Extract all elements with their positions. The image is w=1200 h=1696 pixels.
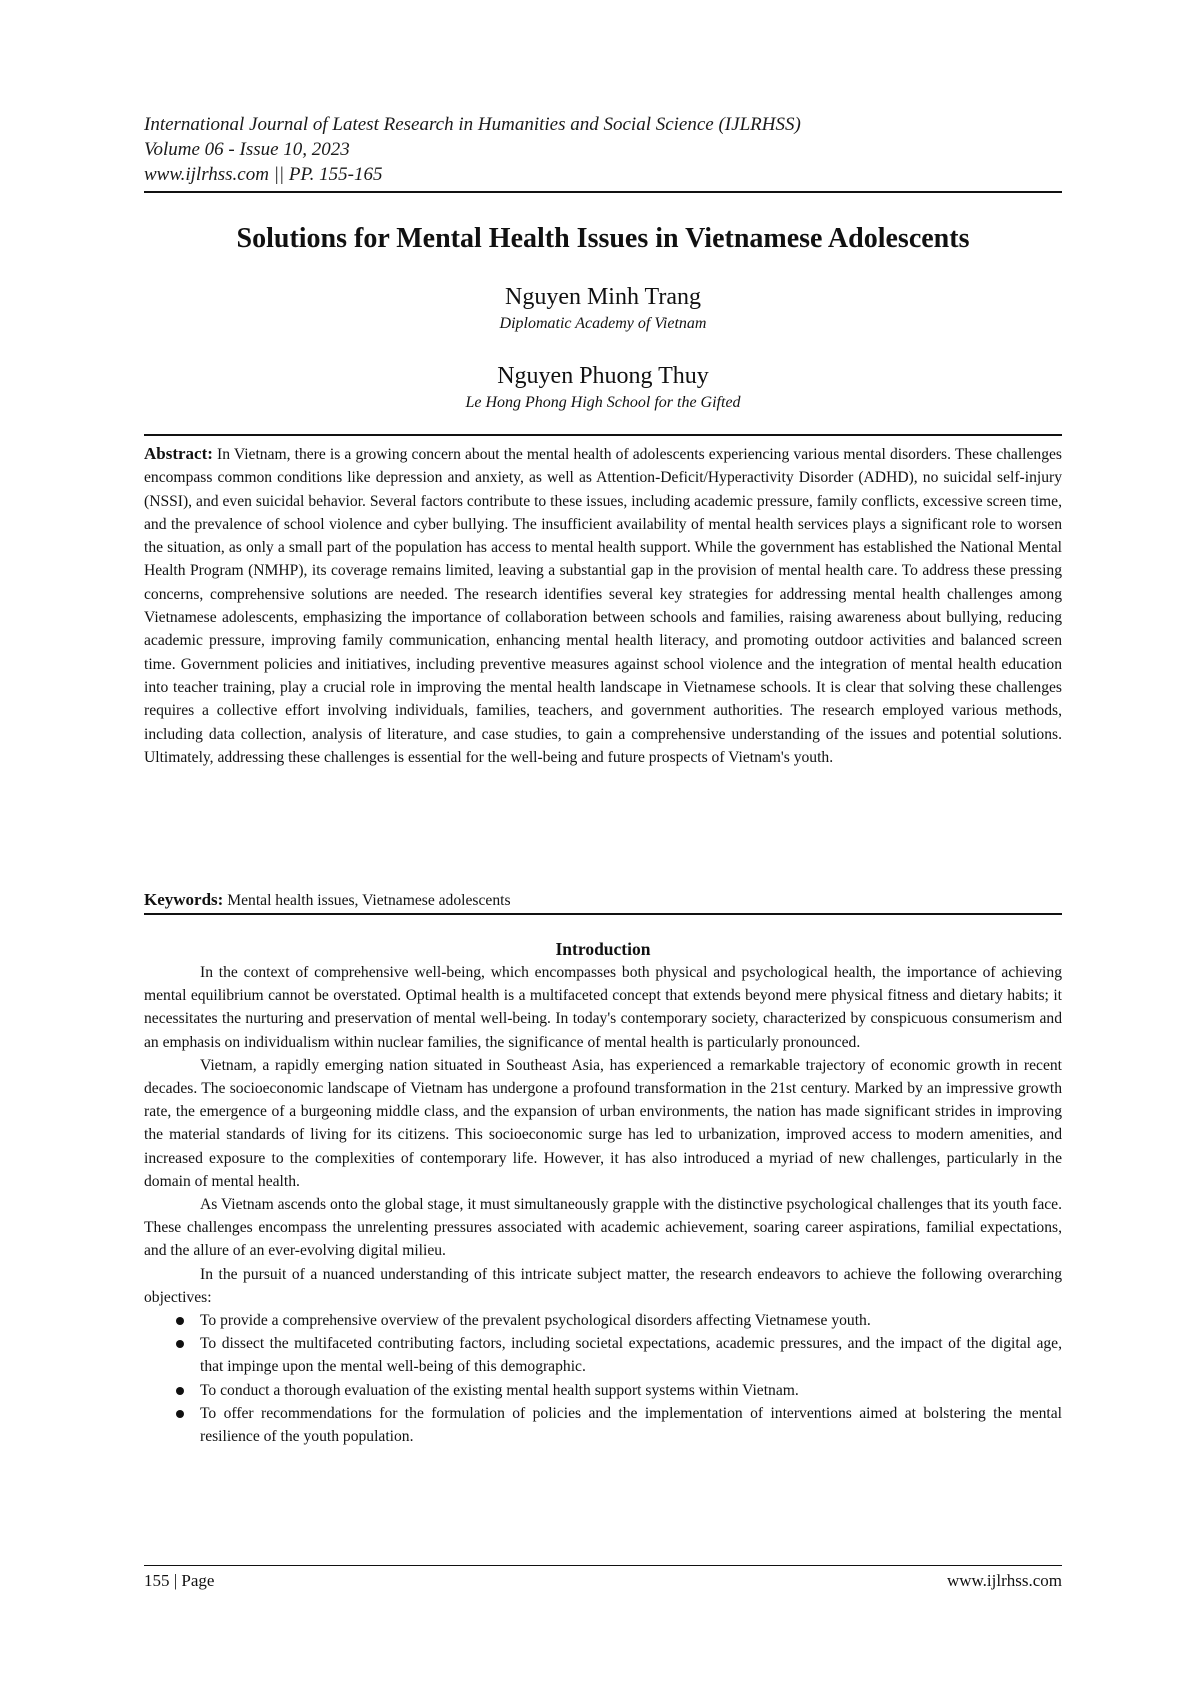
- paragraph: In the context of comprehensive well-being, which encompasses both physical and psychological health, the importance of achieving mental equilibrium cannot be overstated. Optimal health is a multifaceted concept that extends beyond mere physical fitness and dietary habits; it necessitates the nurturing and preservation of mental well-being. In today's contemporary society, characterized by conspicuous consumerism and an emphasis on individualism within nuclear families, the significance of mental health is particularly pronounced.: [144, 964, 1062, 1051]
- footer-rule: [144, 1565, 1062, 1566]
- abstract-bottom-rule: [144, 913, 1062, 915]
- list-item: [144, 1332, 1062, 1378]
- list-item-text: To dissect the multifaceted contributing factors, including societal expectations, academic pressures, and the impact of the digital age, that impinge upon the mental well-being of this demographic.: [200, 1335, 1062, 1376]
- author-name: Nguyen Minh Trang: [504, 284, 702, 310]
- paper-title: Solutions for Mental Health Issues in Vietnamese Adolescents: [236, 223, 970, 254]
- page-number: 155 | Page: [144, 1571, 215, 1590]
- objectives-list: [144, 1309, 1062, 1448]
- keywords-text: Mental health issues, Vietnamese adolescents: [227, 892, 511, 909]
- author-affiliation: Diplomatic Academy of Vietnam: [499, 315, 707, 332]
- introduction-body: [144, 961, 1062, 1448]
- abstract-label: Abstract:: [144, 444, 213, 463]
- paragraph: As Vietnam ascends onto the global stage, it must simultaneously grapple with the distinctive psychological challenges that its youth face. These challenges encompass the unrelenting pressures associated with academic achievement, soaring career aspirations, familial expectations, and the allure of an ever-evolving digital milieu.: [144, 1196, 1062, 1260]
- journal-volume: Volume 06 - Issue 10, 2023: [144, 139, 350, 160]
- list-item: [144, 1379, 1062, 1402]
- author-name: Nguyen Phuong Thuy: [497, 363, 709, 389]
- list-item-text: To conduct a thorough evaluation of the existing mental health support systems within Vietnam.: [200, 1381, 799, 1399]
- journal-header: [144, 112, 1062, 187]
- author-affiliation: Le Hong Phong High School for the Gifted: [465, 394, 741, 411]
- journal-name: International Journal of Latest Research in Humanities and Social Science (IJLRHSS): [144, 114, 801, 135]
- paragraph: In the pursuit of a nuanced understanding of this intricate subject matter, the research endeavors to achieve the following overarching objectives:: [144, 1265, 1062, 1306]
- footer-site: www.ijlrhss.com: [946, 1571, 1062, 1590]
- paragraph: Vietnam, a rapidly emerging nation situated in Southeast Asia, has experienced a remarkable trajectory of economic growth in recent decades. The socioeconomic landscape of Vietnam has undergone a profound transformation in the 21st century. Marked by an impressive growth rate, the emergence of a burgeoning middle class, and the expansion of urban environments, the nation has made significant strides in improving the material standards of living for its citizens. This socioeconomic surge has led to urbanization, improved access to modern amenities, and increased exposure to the complexities of contemporary life. However, it has also introduced a myriad of new challenges, particularly in the domain of mental health.: [144, 1056, 1062, 1190]
- bullet-icon: [176, 1317, 184, 1325]
- abstract-text: In Vietnam, there is a growing concern about the mental health of adolescents experiencing various mental disorders. These challenges encompass common conditions like depression and anxiety, as well as Attention-Deficit/Hyperactivity Disorder (ADHD), no suicidal self-injury (NSSI), and even suicidal behavior. Several factors contribute to these issues, including academic pressure, family conflicts, excessive screen time, and the prevalence of school violence and cyber bullying. The insufficient availability of mental health services plays a significant role to worsen the situation, as only a small part of the population has access to mental health support. While the government has established the National Mental Health Program (NMHP), its coverage remains limited, leaving a substantial gap in the provision of mental health care. To address these pressing concerns, comprehensive solutions are needed. The research identifies several key strategies for addressing mental health challenges among Vietnamese adolescents, emphasizing the importance of collaboration between schools and families, raising awareness about bullying, reducing academic pressure, improving family communication, enhancing mental health literacy, and promoting outdoor activities and balanced screen time. Government policies and initiatives, including preventive measures against school violence and the integration of mental health education into teacher training, play a crucial role in improving the mental health landscape in Vietnamese schools. It is clear that solving these challenges requires a collective effort involving individuals, families, teachers, and government authorities. The research employed various methods, including data collection, analysis of literature, and case studies, to gain a comprehensive understanding of the issues and potential solutions. Ultimately, addressing these challenges is essential for the well-being and future prospects of Vietnam's youth.: [144, 446, 1062, 766]
- list-item: [144, 1402, 1062, 1448]
- bullet-icon: [176, 1387, 184, 1395]
- list-item-text: To offer recommendations for the formulation of policies and the implementation of interventions aimed at bolstering the mental resilience of the youth population.: [200, 1404, 1062, 1446]
- list-item-text: To provide a comprehensive overview of the prevalent psychological disorders affecting Vietnamese youth.: [200, 1312, 871, 1330]
- abstract: [144, 442, 1062, 769]
- list-item: [144, 1309, 1062, 1332]
- abstract-top-rule: [144, 434, 1062, 436]
- journal-site-pages: www.ijlrhss.com || PP. 155-165: [144, 164, 383, 185]
- bullet-icon: [176, 1410, 184, 1418]
- bullet-icon: [176, 1340, 184, 1348]
- keywords: [144, 889, 1062, 912]
- paper-page: [144, 0, 1062, 1696]
- header-rule: [144, 191, 1062, 193]
- keywords-label: Keywords:: [144, 890, 224, 909]
- section-heading-introduction: Introduction: [555, 939, 651, 959]
